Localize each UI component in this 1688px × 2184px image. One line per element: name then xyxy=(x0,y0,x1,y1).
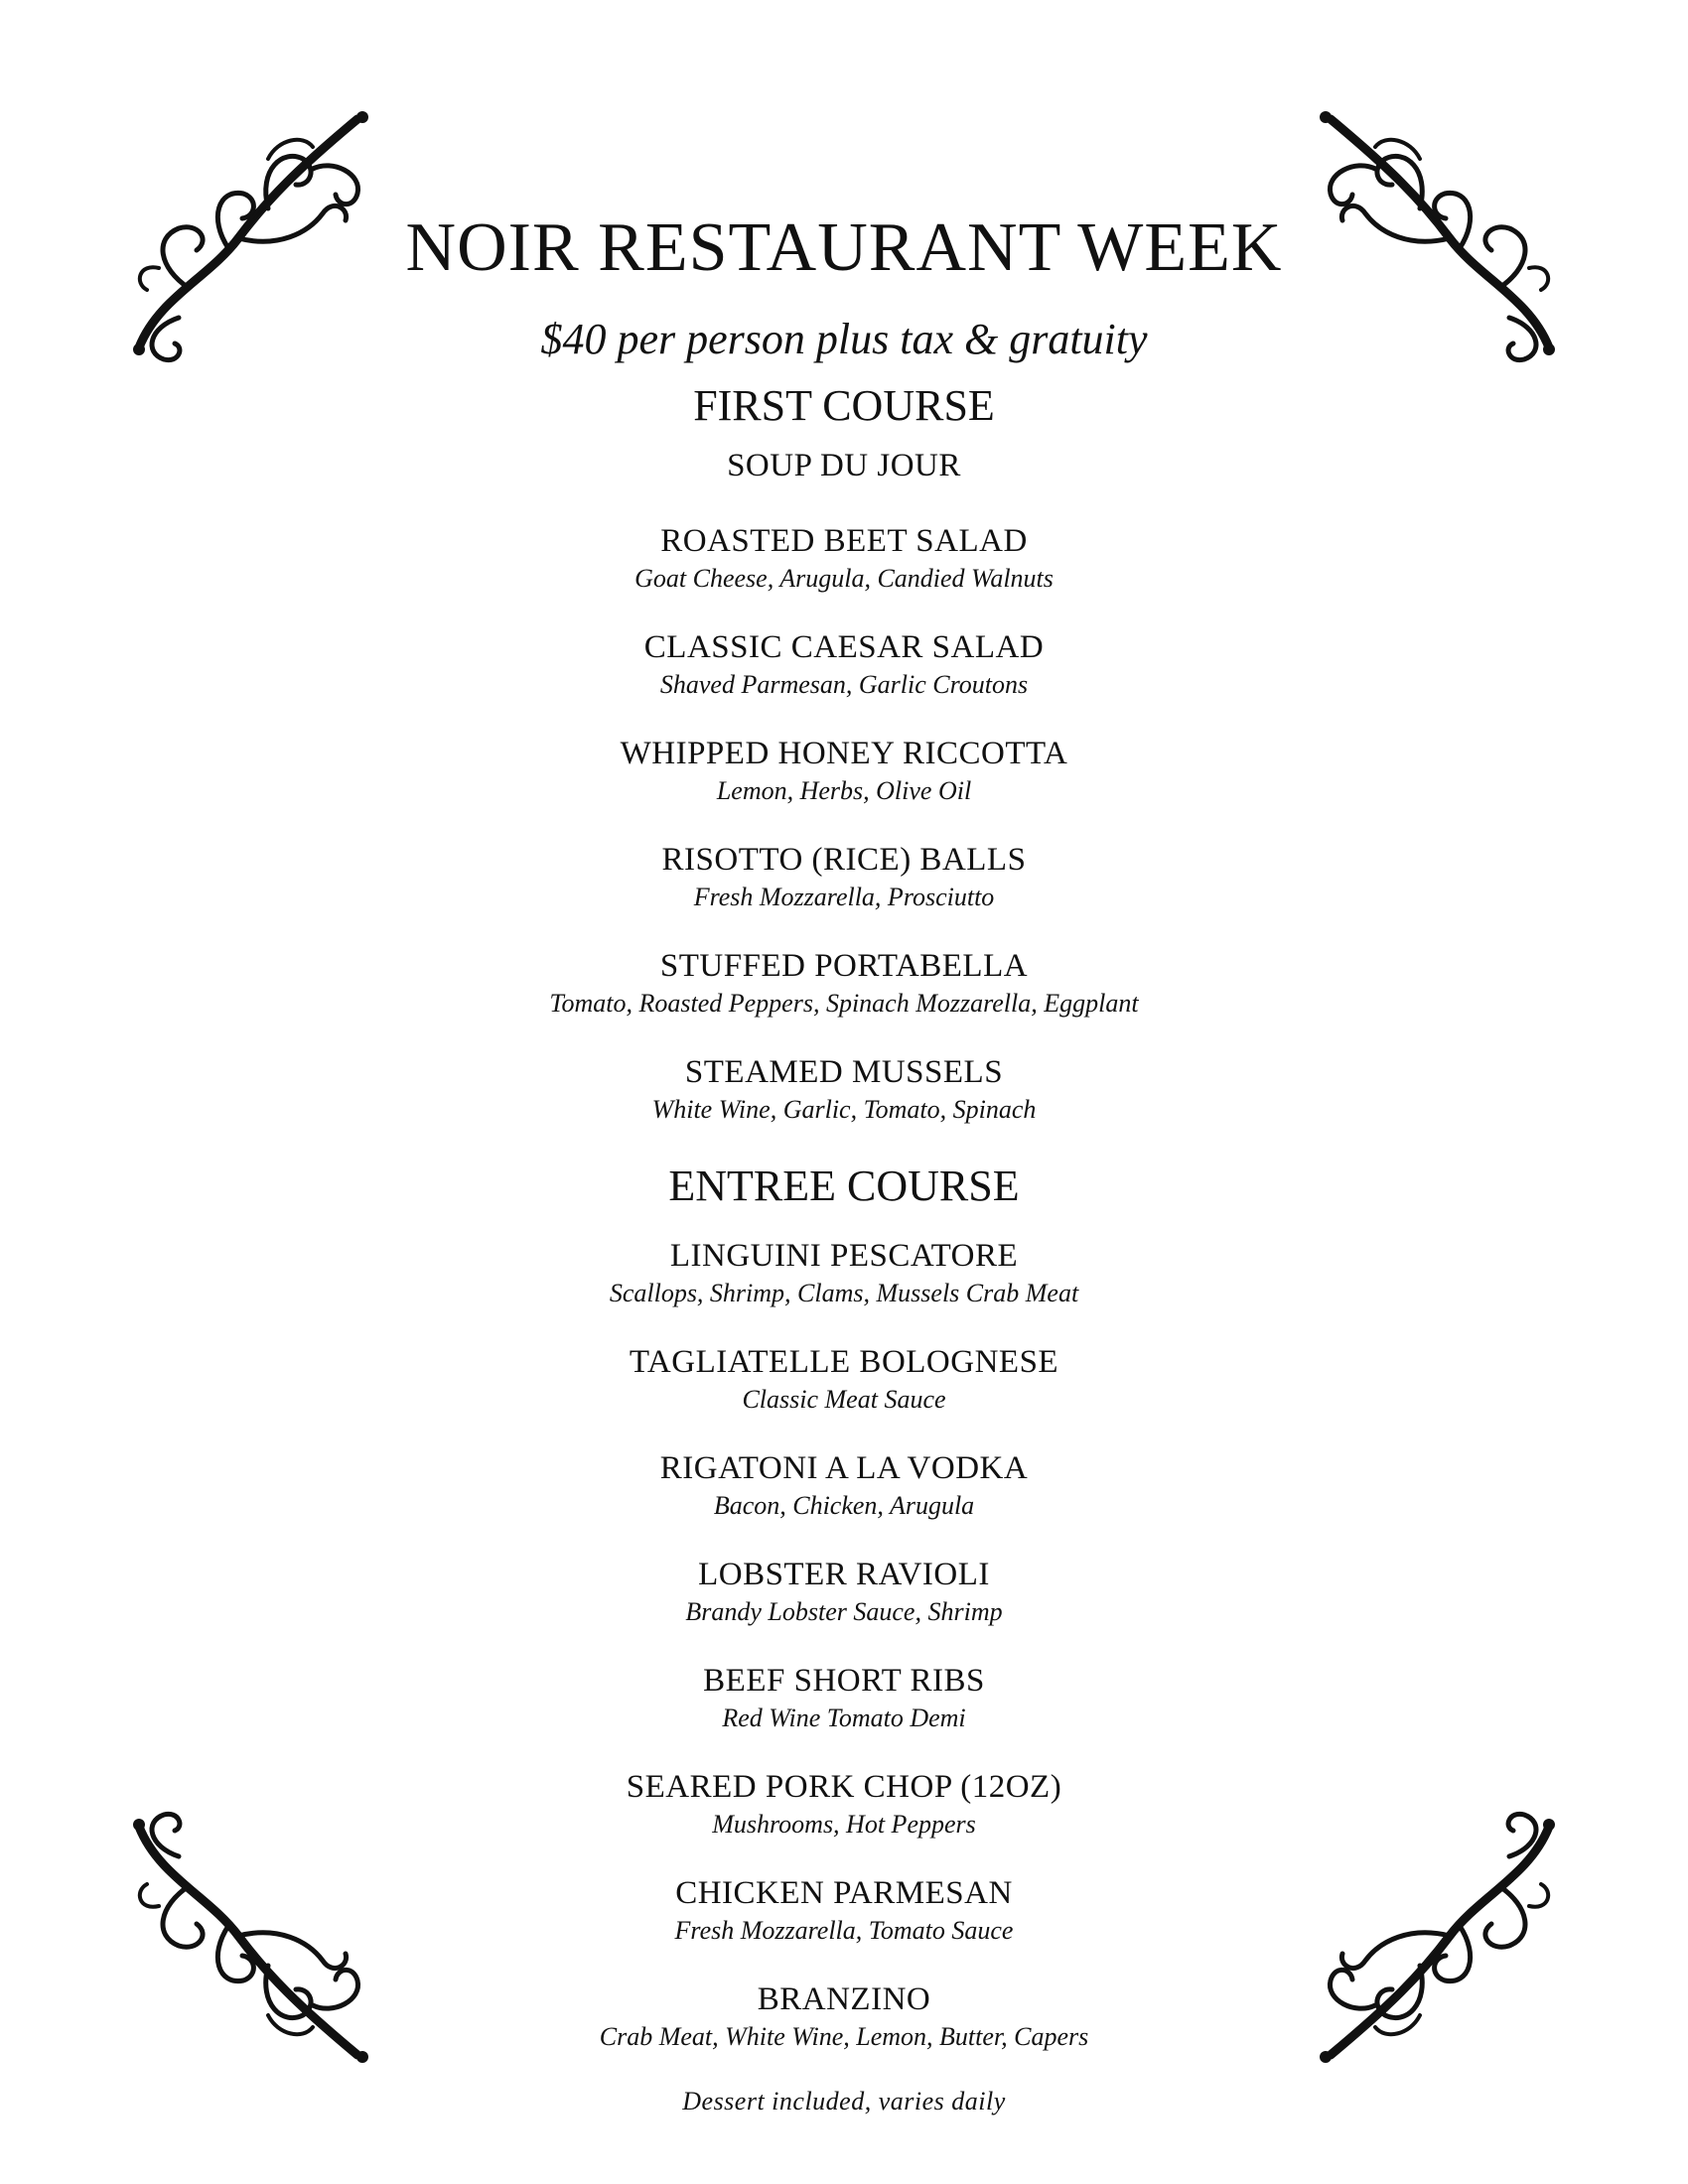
menu-item-desc: Shaved Parmesan, Garlic Croutons xyxy=(659,670,1029,699)
menu-item xyxy=(0,1660,1688,1735)
menu-item-name: TAGLIATELLE BOLOGNESE xyxy=(629,1344,1059,1380)
menu-item-desc: Classic Meat Sauce xyxy=(742,1385,946,1414)
menu-item xyxy=(0,1554,1688,1629)
menu-item xyxy=(0,1872,1688,1948)
first-course-title: FIRST COURSE xyxy=(693,381,995,430)
menu-item-name: STUFFED PORTABELLA xyxy=(659,948,1029,984)
menu-item xyxy=(0,839,1688,914)
menu-item-desc: Crab Meat, White Wine, Lemon, Butter, Capers xyxy=(599,2022,1089,2051)
menu-item xyxy=(0,733,1688,808)
menu-item-desc: Scallops, Shrimp, Clams, Mussels Crab Meat xyxy=(609,1279,1079,1307)
menu-item-name: LOBSTER RAVIOLI xyxy=(698,1557,990,1592)
menu-item-name: RIGATONI A LA VODKA xyxy=(659,1450,1029,1486)
menu-item xyxy=(0,520,1688,596)
menu-item-desc: Fresh Mozzarella, Prosciutto xyxy=(693,883,995,911)
menu-item-desc: Lemon, Herbs, Olive Oil xyxy=(716,776,972,805)
menu-body xyxy=(0,377,1688,2118)
menu-item-name: STEAMED MUSSELS xyxy=(684,1054,1004,1090)
menu-item-name: ROASTED BEET SALAD xyxy=(660,523,1028,559)
menu-item-name: SEARED PORK CHOP (12OZ) xyxy=(626,1769,1062,1805)
menu-item-desc: Red Wine Tomato Demi xyxy=(722,1704,966,1732)
menu-item xyxy=(0,445,1688,486)
menu-item-name: CHICKEN PARMESAN xyxy=(675,1875,1013,1911)
menu-item-name: RISOTTO (RICE) BALLS xyxy=(661,842,1027,878)
menu-item-name: WHIPPED HONEY RICCOTTA xyxy=(620,736,1068,771)
menu-item-desc: Bacon, Chicken, Arugula xyxy=(713,1491,975,1520)
menu-item xyxy=(0,1051,1688,1127)
menu-item-name: BRANZINO xyxy=(757,1981,931,2017)
menu-item-desc: Fresh Mozzarella, Tomato Sauce xyxy=(674,1916,1014,1945)
menu-item-desc: Goat Cheese, Arugula, Candied Walnuts xyxy=(634,564,1054,593)
menu-item xyxy=(0,1235,1688,1310)
entree-course-title: ENTREE COURSE xyxy=(668,1161,1020,1210)
page-title: NOIR RESTAURANT WEEK xyxy=(405,209,1283,286)
price-note: $40 per person plus tax & gratuity xyxy=(540,315,1148,363)
menu-item xyxy=(0,1979,1688,2054)
menu-item-desc: White Wine, Garlic, Tomato, Spinach xyxy=(651,1095,1037,1124)
dessert-note: Dessert included, varies daily xyxy=(682,2087,1006,2116)
menu-item-desc: Tomato, Roasted Peppers, Spinach Mozzarella, Eggplant xyxy=(549,989,1139,1018)
menu-item xyxy=(0,1766,1688,1842)
menu-item-name: SOUP DU JOUR xyxy=(727,448,961,483)
menu-item xyxy=(0,1447,1688,1523)
menu-item xyxy=(0,945,1688,1021)
menu-item-desc: Brandy Lobster Sauce, Shrimp xyxy=(685,1597,1003,1626)
menu-item-name: BEEF SHORT RIBS xyxy=(703,1663,985,1699)
menu-item xyxy=(0,1341,1688,1417)
menu-item-desc: Mushrooms, Hot Peppers xyxy=(712,1810,976,1839)
menu-item-name: LINGUINI PESCATORE xyxy=(669,1238,1019,1274)
menu-item xyxy=(0,626,1688,702)
menu-item-name: CLASSIC CAESAR SALAD xyxy=(643,629,1045,665)
